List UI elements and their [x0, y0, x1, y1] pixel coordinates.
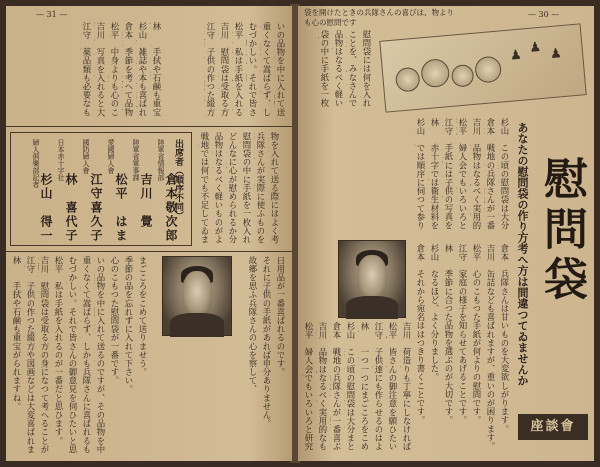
attendee-role: 婦人俱樂部記者 — [32, 139, 40, 188]
text-column: 松平 私は手紙を入れるのが一番だと思ひます。 — [54, 256, 64, 445]
text-column: 松平 心のこもつた手紙が何よりの慰問です。 — [472, 244, 482, 425]
article-subtitle: あなたの慰問袋の作り方考へ方は間違つてゐませんか — [516, 122, 529, 386]
text-column: むづかしい。それで皆さんの御意見を伺ひたいと思 — [68, 256, 78, 454]
text-column: 林 手拭や石鹸も重宝 — [152, 22, 162, 117]
text-column: 兵隊さんが実際に使ふものを — [256, 132, 266, 244]
attendee-role: 國防婦人會 — [82, 139, 90, 174]
text-column: 倉本 それから宛名ははつきり書くことです。 — [416, 244, 426, 425]
text-column: 杉山 この頃の慰問袋は大分 — [500, 118, 510, 230]
left-page — [6, 6, 292, 461]
text-column: 吉川 品物はなるべく実用的 — [472, 118, 482, 230]
portrait-photo — [162, 256, 232, 336]
text-column: どんなに心が慰められるか分 — [228, 132, 238, 244]
attendee-role: 陸軍省軍事課 — [132, 139, 140, 181]
attendee-role: 陸軍省情報部 — [157, 139, 165, 181]
attendees-box — [10, 132, 192, 246]
text-column: むづかしい。それで皆さ — [248, 22, 258, 117]
text-column: 松平 皆さんの御注意を願ひたい — [388, 322, 398, 451]
attendee-name: 松平 はま — [114, 173, 128, 243]
text-column: いの品物を中に入れて送 — [276, 22, 286, 117]
text-column: 杉山 では順序に伺つて参り — [416, 118, 426, 230]
text-column: 慰問袋の中に手紙を一枚入れ — [242, 132, 252, 244]
text-column: 吉川 品物はなるべく実用的なも — [318, 322, 328, 451]
text-column: 倉本 季節を考へて品物 — [124, 22, 134, 117]
page-number-left: — 31 — — [36, 10, 68, 19]
text-column: それに子供の手紙があれば申分ありません。 — [262, 256, 272, 428]
text-column: 江守 家庭の様子を知らせてあげることです。 — [458, 244, 468, 425]
text-column: 杉山 なるほど、よく分りました。 — [430, 244, 440, 382]
text-column: 倉本 兵隊さんは甘いものを大変欲しがります。 — [500, 244, 510, 433]
text-column: いの品物を中に入れて送るのですが、その品物を中 — [96, 256, 106, 454]
attendees-heading: 出席者（順序不同） — [173, 139, 183, 220]
column-divider — [6, 251, 292, 252]
figure-icon: ♟ — [509, 47, 523, 64]
text-column: 故郷を思ふ兵隊さんの心を察して、 — [248, 256, 258, 394]
text-column: 倉本 戦地の兵隊さんが一番喜ぶ — [332, 322, 342, 451]
right-page — [298, 6, 594, 461]
text-column: 吉川 荷造りも丁寧にしなければ — [402, 322, 412, 451]
text-column: ことを、みなさんで — [348, 30, 358, 108]
coin-icon — [395, 67, 421, 93]
text-column: 松平 婦人会でもいろいろと研究 — [304, 322, 314, 451]
attendee-name: 杉山 得一 — [39, 173, 53, 243]
text-column: 林 手拭や石鹸も重宝がられますね。 — [12, 256, 22, 411]
text-column: 重くなくて嵩ばらず、し — [262, 22, 272, 117]
text-column: 物を入れて送る際にはよく考 — [270, 132, 280, 244]
text-column: 林 一つ一つにまごころをこめ — [360, 322, 370, 451]
coin-icon — [451, 64, 475, 88]
text-column: 袋の中に手紙を一枚 — [320, 30, 330, 108]
text-column: 吉川 慰問袋は受取る方 — [220, 22, 230, 117]
text-column: 吉川 慰問袋は受取る方の身になつて考へることが — [40, 256, 50, 454]
text-column: 松平 私は手紙を入れる — [234, 22, 244, 117]
attendee-role: 日本赤十字社 — [57, 139, 65, 181]
text-column: 季節の品を忘れずに入れて下さい。 — [124, 256, 134, 394]
attendee-role: 愛國婦人會 — [107, 139, 115, 174]
text-column: 吉川 缶詰なども喜ばれますが、重いのが困ります。 — [486, 244, 496, 451]
figure-icon: ♟ — [528, 39, 542, 56]
text-column: 林 季節に合つた品物を選ぶのが大切です。 — [444, 244, 454, 425]
text-column: 重くなくて嵩ばらず、しかも兵隊さんに喜ばれるも — [82, 256, 92, 454]
attendee-name: 倉本敬次郎 — [164, 173, 178, 243]
article-title: 慰問袋 — [536, 156, 587, 306]
text-column: 江守 手紙には子供の写真を — [444, 118, 454, 230]
text-column: 松平 婦人会でもいろいろと — [458, 118, 468, 230]
text-column: 心のこもつた慰問袋が一番です。 — [110, 256, 120, 385]
text-column: 倉本 戦地の兵隊さんが一番 — [486, 118, 496, 230]
section-label: 座談會 — [518, 414, 588, 440]
text-column: 吉川 写真を入れると大 — [96, 22, 106, 117]
text-column: 戦地では何でも不足してゐま — [200, 132, 210, 244]
coin-icon — [420, 58, 450, 88]
portrait-photo — [338, 240, 406, 318]
text-column: 品物はなるべく軽いものがよ — [214, 132, 224, 244]
text-column: 日用品が一番喜ばれるのです。 — [276, 256, 286, 377]
figure-icon: ♟ — [549, 46, 563, 63]
text-column: 江守 子供の作つた綴方や図画などは大変喜ばれま — [26, 256, 36, 454]
text-column: 品物はなるべく軽い — [334, 30, 344, 108]
column-divider — [6, 126, 292, 127]
attendee-name: 林 喜代子 — [64, 173, 78, 243]
page-number-right: — 30 — — [528, 10, 560, 19]
illustration-caption: 袋を開けたときの兵隊さんの喜びは、物よりも心の慰問です — [304, 8, 454, 27]
coin-icon — [474, 55, 502, 83]
text-column: 江守 子供の作つた綴方 — [206, 22, 216, 117]
text-column: 江守 薬品類も必要なも — [82, 22, 92, 117]
text-column: 杉山 雑誌や本も喜ばれ — [138, 22, 148, 117]
illustration-comfort-bag-contents — [379, 23, 587, 112]
attendee-name: 江守喜久子 — [89, 173, 103, 243]
text-column: 慰問袋には何を入れ — [362, 30, 372, 108]
text-column: まごころをこめて送りませう。 — [138, 256, 148, 377]
attendee-name: 吉川 覺 — [139, 173, 153, 229]
text-column: 松平 中身よりも心のこ — [110, 22, 120, 117]
text-column: 江守 子供達にも作らせるのはよ — [374, 322, 384, 451]
text-column: 杉山 この頃の慰問袋は大分まと — [346, 322, 356, 451]
text-column: 林 赤十字では衛生材料を — [430, 118, 440, 230]
